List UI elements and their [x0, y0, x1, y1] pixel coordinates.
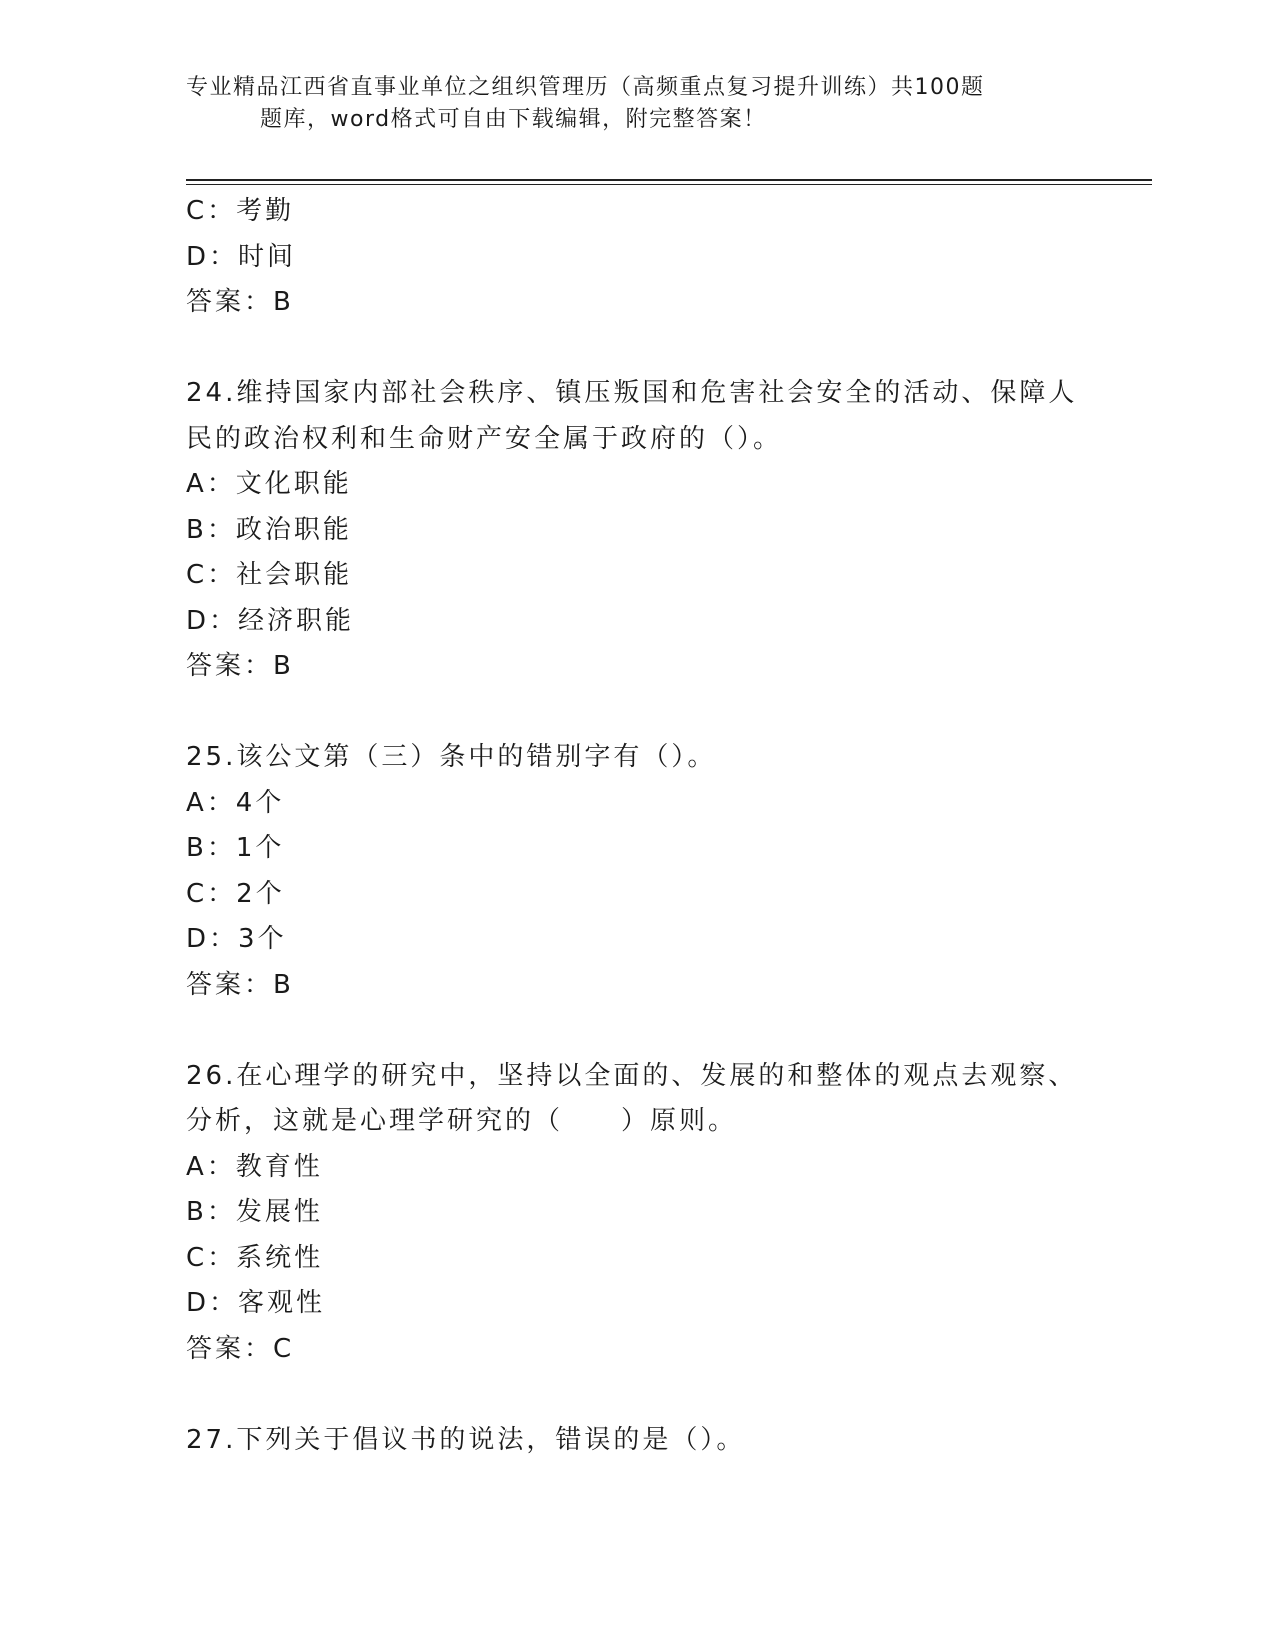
option-c: C：2个	[186, 878, 285, 909]
question-24-line-1: 24.维持国家内部社会秩序、镇压叛国和危害社会安全的活动、保障人	[186, 378, 1078, 408]
option-c: C：社会职能	[186, 560, 353, 590]
question-25-line-1: 25.该公文第（三）条中的错别字有（）。	[186, 742, 717, 772]
spacer	[186, 1008, 1106, 1054]
option-c: C：系统性	[186, 1242, 324, 1273]
option-a: A：4个	[186, 787, 285, 818]
question-27-line-1: 27.下列关于倡议书的说法，错误的是（）。	[186, 1424, 746, 1455]
option-d: D：时间	[186, 241, 297, 272]
header-line-1: 专业精品江西省直事业单位之组织管理历（高频重点复习提升训练）共100题	[186, 75, 985, 100]
answer: 答案：C	[186, 1333, 295, 1364]
option-b: B：政治职能	[186, 514, 352, 545]
answer: 答案：B	[186, 651, 294, 681]
option-a: A：教育性	[186, 1151, 323, 1182]
option-b: B：发展性	[186, 1197, 323, 1227]
option-c: C：考勤	[186, 196, 295, 226]
option-d: D：客观性	[186, 1288, 326, 1318]
question-24-line-2: 民的政治权利和生命财产安全属于政府的（）。	[186, 423, 783, 454]
page-header	[186, 72, 1086, 136]
header-line-2: 题库，word格式可自由下载编辑，附完整答案！	[260, 107, 767, 132]
answer: 答案：B	[186, 287, 294, 317]
spacer	[186, 326, 1106, 372]
spacer	[186, 1372, 1106, 1418]
header-divider-thick	[186, 179, 1152, 181]
answer: 答案：B	[186, 969, 294, 1000]
option-b: B：1个	[186, 833, 285, 863]
header-divider-thin	[186, 184, 1152, 185]
option-a: A：文化职能	[186, 469, 352, 499]
option-d: D：经济职能	[186, 605, 355, 636]
spacer	[186, 690, 1106, 736]
question-list	[186, 189, 1106, 1463]
question-26-line-1: 26.在心理学的研究中，坚持以全面的、发展的和整体的观点去观察、	[186, 1060, 1078, 1091]
option-d: D：3个	[186, 924, 287, 954]
question-26-line-2: 分析，这就是心理学研究的（ ）原则。	[186, 1106, 738, 1136]
